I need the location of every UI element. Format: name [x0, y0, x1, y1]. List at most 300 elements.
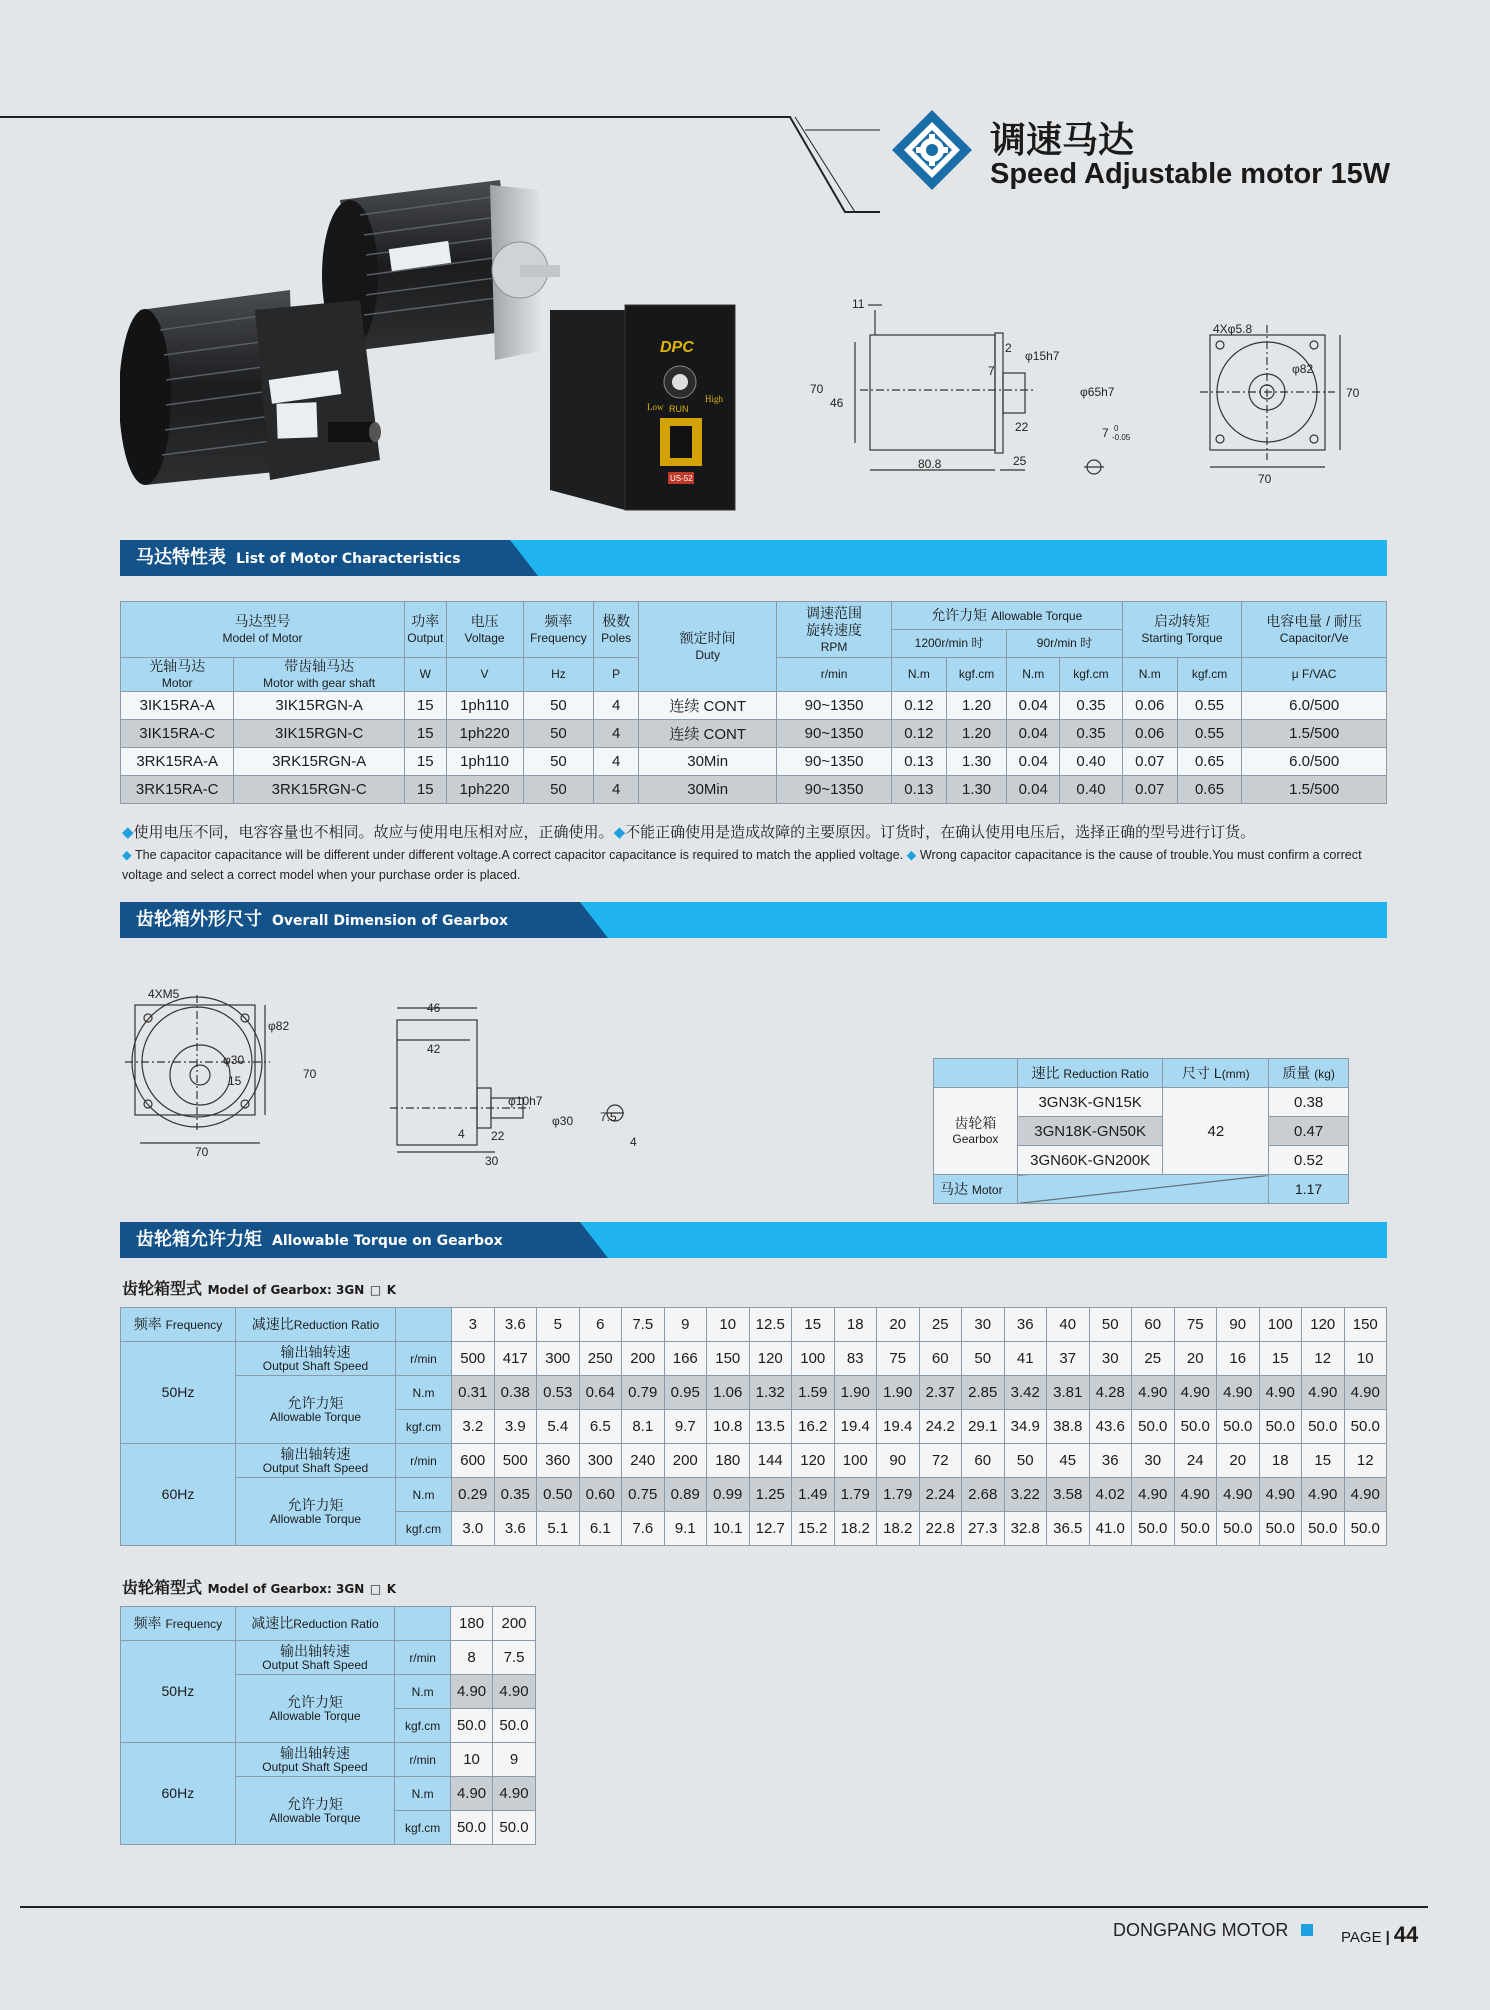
- torque-value: 3.9: [494, 1410, 537, 1444]
- th-ratio: [236, 1308, 396, 1342]
- h-output-cn: 功率: [411, 613, 440, 630]
- ratio-value: 150: [1344, 1308, 1387, 1342]
- dim-80-8: 80.8: [918, 457, 942, 471]
- char-cell: 0.13: [891, 747, 946, 775]
- ratio-value: 10: [707, 1308, 750, 1342]
- torque-value: 18.2: [877, 1512, 920, 1546]
- dim-15h7: φ15h7: [1025, 349, 1060, 363]
- char-row: [121, 775, 1387, 803]
- torque-value: 16: [1217, 1342, 1260, 1376]
- gdim-30b: φ30: [552, 1114, 574, 1128]
- char-cell: 0.12: [891, 719, 946, 747]
- gdim-42: 42: [427, 1042, 441, 1056]
- h-t1200: 1200r/min 时: [891, 630, 1006, 658]
- torque-value: 72: [919, 1444, 962, 1478]
- unit-rpm: r/min: [396, 1342, 452, 1376]
- char-cell: 4: [594, 719, 639, 747]
- h-model-en: Model of Motor: [222, 630, 303, 645]
- torque-value: 1.25: [749, 1478, 792, 1512]
- freq-hz60: 60Hz: [121, 1444, 236, 1546]
- ratio-value: 120: [1302, 1308, 1345, 1342]
- th-frequency: [121, 1308, 236, 1342]
- section-title-en: Overall Dimension of Gearbox: [272, 913, 508, 929]
- torque-value: 120: [792, 1444, 835, 1478]
- speed-controller-photo: [550, 305, 735, 510]
- ratio-value: 15: [792, 1308, 835, 1342]
- torque-value: 50.0: [1259, 1512, 1302, 1546]
- torque-value: 0.31: [452, 1376, 495, 1410]
- ratio-value: 90: [1217, 1308, 1260, 1342]
- note-en: [122, 845, 1384, 885]
- mt-h-mass-unit: (kg): [1314, 1066, 1335, 1081]
- torque-value: 4.90: [493, 1777, 536, 1811]
- torque-value: 4.90: [1217, 1376, 1260, 1410]
- torque-value: 1.59: [792, 1376, 835, 1410]
- torque-value: 50: [1004, 1444, 1047, 1478]
- ratio-value: 75: [1174, 1308, 1217, 1342]
- diamond-icon: ◆: [122, 848, 132, 862]
- unit-kgf: kgf.cm: [395, 1811, 451, 1845]
- th-freq-en: Frequency: [165, 1318, 223, 1333]
- gearbox-mass-table: [933, 1058, 1349, 1204]
- mt-size: 42: [1163, 1088, 1269, 1175]
- torque-value: 18.2: [834, 1512, 877, 1546]
- torque-value: 4.90: [1259, 1376, 1302, 1410]
- page-label: PAGE: [1341, 1929, 1382, 1946]
- label-speed: [235, 1641, 394, 1675]
- torque-row-hz50-rpm: [121, 1641, 536, 1675]
- torque-value: 29.1: [962, 1410, 1005, 1444]
- torque-value: 0.79: [622, 1376, 665, 1410]
- torque-value: 4.28: [1089, 1376, 1132, 1410]
- u-poles: P: [594, 658, 639, 692]
- h-cap-cn: 电容电量 / 耐压: [1266, 613, 1362, 630]
- u-nm-1: N.m: [891, 658, 946, 692]
- char-cell: 3RK15RGN-A: [234, 747, 405, 775]
- h-poles-cn: 极数: [602, 613, 631, 630]
- torque-value: 600: [452, 1444, 495, 1478]
- torque-value: 19.4: [877, 1410, 920, 1444]
- torque-value: 18: [1259, 1444, 1302, 1478]
- mt-h-size-unit: (mm): [1221, 1066, 1250, 1081]
- h-duty-cn: 额定时间: [679, 630, 736, 646]
- diamond-icon: ◆: [122, 823, 134, 841]
- torque-value: 0.53: [537, 1376, 580, 1410]
- torque-value: 240: [622, 1444, 665, 1478]
- mt-ratio-3: 3GN60K-GN200K: [1017, 1146, 1163, 1175]
- freq-hz60: 60Hz: [121, 1743, 236, 1845]
- th-ratio: [235, 1607, 394, 1641]
- char-cell: 3IK15RA-C: [121, 719, 234, 747]
- torque-value: 1.79: [834, 1478, 877, 1512]
- torque-row-hz60-rpm: [121, 1444, 1387, 1478]
- dim-25: 25: [1013, 454, 1027, 468]
- char-cell: 50: [523, 775, 594, 803]
- mt-motor-en: Motor: [971, 1182, 1003, 1197]
- h-start-en: Starting Torque: [1141, 630, 1223, 645]
- dim-82: φ82: [1292, 362, 1314, 376]
- h-output-en: Output: [407, 630, 444, 645]
- torque-value: 300: [579, 1444, 622, 1478]
- torque-value: 50.0: [451, 1709, 493, 1743]
- char-cell: 3IK15RA-A: [121, 691, 234, 719]
- mt-motor-mass: 1.17: [1269, 1175, 1349, 1204]
- char-cell: 0.07: [1122, 775, 1177, 803]
- torque-value: 0.60: [579, 1478, 622, 1512]
- torque-subtitle-2: [122, 1575, 396, 1598]
- torque-value: 16.2: [792, 1410, 835, 1444]
- char-cell: 0.65: [1177, 775, 1241, 803]
- torque-value: 2.24: [919, 1478, 962, 1512]
- char-cell: 50: [523, 691, 594, 719]
- torque-value: 50.0: [493, 1811, 536, 1845]
- mt-ratio-2: 3GN18K-GN50K: [1017, 1117, 1163, 1146]
- section-title-cn: 齿轮箱允许力矩: [136, 1229, 262, 1250]
- char-cell: 3RK15RA-A: [121, 747, 234, 775]
- dim-70-front: 70: [1346, 386, 1360, 400]
- torque-value: 3.42: [1004, 1376, 1047, 1410]
- h-motor-cn: 光轴马达: [149, 658, 206, 674]
- mt-mass-3: 0.52: [1269, 1146, 1349, 1175]
- section-title-en: Allowable Torque on Gearbox: [272, 1233, 503, 1249]
- char-cell: 0.35: [1060, 719, 1122, 747]
- char-cell: 0.55: [1177, 691, 1241, 719]
- ratio-value: 25: [919, 1308, 962, 1342]
- u-cap: μ F/VAC: [1242, 658, 1387, 692]
- gdim-70-bottom: 70: [195, 1145, 209, 1159]
- motor-dimension-drawing: [800, 295, 1400, 495]
- gdim-4xm5: 4XM5: [148, 987, 180, 1001]
- char-cell: 0.04: [1007, 719, 1060, 747]
- th-ratio-en: Reduction Ratio: [293, 1617, 379, 1632]
- label-speed-cn: 输出轴转速: [280, 1445, 351, 1462]
- label-speed-cn: 输出轴转速: [280, 1343, 351, 1360]
- th-ratio-cn: 减速比: [251, 1316, 294, 1333]
- torque-value: 75: [877, 1342, 920, 1376]
- section-torque: [120, 1222, 1387, 1258]
- torque-value: 0.64: [579, 1376, 622, 1410]
- unit-rpm: r/min: [396, 1444, 452, 1478]
- label-torque: [236, 1376, 396, 1444]
- torque-value: 0.89: [664, 1478, 707, 1512]
- char-cell: 0.40: [1060, 775, 1122, 803]
- dim-4x58: 4Xφ5.8: [1213, 322, 1253, 336]
- torque-value: 50.0: [1132, 1410, 1175, 1444]
- char-cell: 6.0/500: [1242, 747, 1387, 775]
- note-cn2: 不能正确使用是造成故障的主要原因。订货时，在确认使用电压后，选择正确的型号进行订货。: [625, 823, 1256, 841]
- ratio-value: 3.6: [494, 1308, 537, 1342]
- char-cell: 0.65: [1177, 747, 1241, 775]
- torque-value: 37: [1047, 1342, 1090, 1376]
- sub-cn: 齿轮箱型式: [122, 1279, 203, 1298]
- torque-value: 100: [834, 1444, 877, 1478]
- ratio-value: 180: [451, 1607, 493, 1641]
- torque-value: 10.1: [707, 1512, 750, 1546]
- controller-brand: DPC: [660, 339, 694, 356]
- char-cell: 50: [523, 747, 594, 775]
- char-cell: 30Min: [639, 775, 777, 803]
- torque-value: 38.8: [1047, 1410, 1090, 1444]
- torque-value: 1.06: [707, 1376, 750, 1410]
- torque-value: 50.0: [1132, 1512, 1175, 1546]
- char-cell: 15: [404, 747, 446, 775]
- ratio-value: 60: [1132, 1308, 1175, 1342]
- ratio-value: 36: [1004, 1308, 1047, 1342]
- char-cell: 0.04: [1007, 691, 1060, 719]
- u-nm-2: N.m: [1007, 658, 1060, 692]
- label-torque-cn: 允许力矩: [286, 1693, 343, 1710]
- torque-table-main: [120, 1307, 1387, 1546]
- char-cell: 90~1350: [777, 719, 891, 747]
- torque-value: 1.90: [877, 1376, 920, 1410]
- page-title-cn: 调速马达: [990, 120, 1135, 161]
- torque-value: 300: [537, 1342, 580, 1376]
- torque-value: 12: [1344, 1444, 1387, 1478]
- checkbox-icon: □: [369, 1283, 382, 1297]
- char-cell: 0.35: [1060, 691, 1122, 719]
- controller-high-label: High: [705, 394, 723, 404]
- ratio-value: 20: [877, 1308, 920, 1342]
- char-cell: 50: [523, 719, 594, 747]
- torque-value: 0.95: [664, 1376, 707, 1410]
- gdim-22: 22: [491, 1129, 505, 1143]
- section-title-cn: 马达特性表: [136, 547, 226, 568]
- char-table-body: [121, 691, 1387, 803]
- torque-value: 50.0: [1217, 1410, 1260, 1444]
- u-speed: r/min: [777, 658, 891, 692]
- torque-value: 1.32: [749, 1376, 792, 1410]
- label-torque-en: Allowable Torque: [269, 1409, 362, 1424]
- label-torque: [235, 1675, 394, 1743]
- char-cell: 1ph110: [446, 691, 523, 719]
- u-freq: Hz: [523, 658, 594, 692]
- torque-value: 15.2: [792, 1512, 835, 1546]
- torque-value: 5.1: [537, 1512, 580, 1546]
- char-cell: 4: [594, 747, 639, 775]
- torque-value: 500: [452, 1342, 495, 1376]
- torque-value: 4.90: [1302, 1376, 1345, 1410]
- ratio-value: 5: [537, 1308, 580, 1342]
- section-title-en: List of Motor Characteristics: [236, 551, 461, 567]
- char-cell: 3RK15RA-C: [121, 775, 234, 803]
- ratio-value: 18: [834, 1308, 877, 1342]
- h-voltage-en: Voltage: [464, 630, 505, 645]
- torque-value: 32.8: [1004, 1512, 1047, 1546]
- char-cell: 1.30: [946, 747, 1006, 775]
- torque-value: 0.29: [452, 1478, 495, 1512]
- sub-cn: 齿轮箱型式: [122, 1578, 203, 1597]
- h-cap-en: Capacitor/Ve: [1279, 630, 1349, 645]
- section-title-cn: 齿轮箱外形尺寸: [136, 909, 262, 930]
- char-cell: 1.5/500: [1242, 719, 1387, 747]
- torque-value: 60: [919, 1342, 962, 1376]
- gdim-30: φ30: [223, 1053, 245, 1067]
- torque-value: 50.0: [1302, 1512, 1345, 1546]
- label-torque-cn: 允许力矩: [287, 1496, 344, 1513]
- torque-value: 20: [1217, 1444, 1260, 1478]
- torque-value: 15: [1302, 1444, 1345, 1478]
- dim-65h7: φ65h7: [1080, 385, 1115, 399]
- footer-brand: [1113, 1920, 1313, 1941]
- label-speed-cn: 输出轴转速: [279, 1744, 350, 1761]
- ratio-value: 40: [1047, 1308, 1090, 1342]
- th-ratio-en: Reduction Ratio: [293, 1318, 380, 1333]
- label-torque-en: Allowable Torque: [269, 1511, 362, 1526]
- char-cell: 15: [404, 775, 446, 803]
- torque-value: 2.37: [919, 1376, 962, 1410]
- torque-value: 50: [962, 1342, 1005, 1376]
- ratio-value: 100: [1259, 1308, 1302, 1342]
- unit-kgf: kgf.cm: [396, 1512, 452, 1546]
- unit-nm: N.m: [396, 1478, 452, 1512]
- label-speed: [236, 1342, 396, 1376]
- ratio-value: 9: [664, 1308, 707, 1342]
- label-torque-en: Allowable Torque: [269, 1708, 361, 1723]
- char-cell: 1ph220: [446, 719, 523, 747]
- char-cell: 30Min: [639, 747, 777, 775]
- sub-en: Model of Gearbox: 3GN: [207, 1582, 365, 1596]
- torque-value: 41: [1004, 1342, 1047, 1376]
- torque-value: 4.90: [1174, 1478, 1217, 1512]
- h-torque-en: Allowable Torque: [991, 608, 1083, 623]
- torque-value: 3.22: [1004, 1478, 1047, 1512]
- char-cell: 0.04: [1007, 747, 1060, 775]
- section-characteristics-title: [120, 540, 461, 576]
- th-freq-cn: 频率: [133, 1615, 162, 1632]
- torque-value: 200: [622, 1342, 665, 1376]
- char-cell: 3IK15RGN-A: [234, 691, 405, 719]
- torque-value: 19.4: [834, 1410, 877, 1444]
- torque-value: 12.7: [749, 1512, 792, 1546]
- torque-value: 180: [707, 1444, 750, 1478]
- label-speed-cn: 输出轴转速: [279, 1642, 350, 1659]
- controller-model: US-52: [670, 474, 693, 483]
- mt-ratio-1: 3GN3K-GN15K: [1017, 1088, 1163, 1117]
- footer-rule: [20, 1906, 1428, 1908]
- dim-7: 7: [988, 364, 995, 378]
- h-speed-en: RPM: [820, 639, 848, 654]
- torque-value: 50.0: [1217, 1512, 1260, 1546]
- char-cell: 0.04: [1007, 775, 1060, 803]
- checkbox-icon: □: [369, 1582, 382, 1596]
- torque-value: 9.1: [664, 1512, 707, 1546]
- char-row: [121, 691, 1387, 719]
- char-cell: 15: [404, 719, 446, 747]
- mt-h-ratio-cn: 速比: [1031, 1064, 1060, 1081]
- torque-value: 4.90: [493, 1675, 536, 1709]
- sub-en: Model of Gearbox: 3GN: [207, 1283, 365, 1297]
- label-torque-en: Allowable Torque: [269, 1810, 361, 1825]
- section-gearbox-dimension-title: [120, 902, 508, 938]
- torque-value: 0.75: [622, 1478, 665, 1512]
- ratio-value: 50: [1089, 1308, 1132, 1342]
- torque-value: 4.90: [1174, 1376, 1217, 1410]
- mt-gearbox-cn: 齿轮箱: [954, 1115, 997, 1132]
- gdim-7-5: 7.5: [600, 1110, 617, 1124]
- th-ratio-cn: 减速比: [251, 1615, 294, 1632]
- th-frequency: [121, 1607, 236, 1641]
- freq-hz50: 50Hz: [121, 1342, 236, 1444]
- note-en1: The capacitor capacitance will be different under different voltage.A correct capacitor capacitance is required to match the applied voltage.: [134, 848, 904, 862]
- unit-nm: N.m: [395, 1777, 451, 1811]
- torque-value: 36: [1089, 1444, 1132, 1478]
- torque-value: 2.68: [962, 1478, 1005, 1512]
- torque-value: 9.7: [664, 1410, 707, 1444]
- torque-value: 6.5: [579, 1410, 622, 1444]
- note-cn1: 使用电压不同，电容容量也不相同。故应与使用电压相对应，正确使用。: [133, 823, 614, 841]
- torque-value: 22.8: [919, 1512, 962, 1546]
- th-freq-cn: 频率: [133, 1316, 162, 1333]
- torque-row-hz50-rpm: [121, 1342, 1387, 1376]
- th-freq-en: Frequency: [165, 1617, 223, 1632]
- gdim-70-side: 70: [303, 1067, 317, 1081]
- torque-value: 7.5: [493, 1641, 536, 1675]
- torque-value: 4.90: [1344, 1376, 1387, 1410]
- controller-low-label: Low: [647, 402, 664, 412]
- label-torque: [235, 1777, 394, 1845]
- torque-value: 43.6: [1089, 1410, 1132, 1444]
- char-cell: 6.0/500: [1242, 691, 1387, 719]
- motor-photo-front: [120, 290, 381, 485]
- u-output: W: [404, 658, 446, 692]
- gdim-82: φ82: [268, 1019, 290, 1033]
- torque-value: 0.35: [494, 1478, 537, 1512]
- torque-row-hz50-nm: [121, 1376, 1387, 1410]
- dim-22: 22: [1015, 420, 1029, 434]
- torque-value: 5.4: [537, 1410, 580, 1444]
- torque-value: 50.0: [1174, 1512, 1217, 1546]
- char-cell: 连续 CONT: [639, 719, 777, 747]
- unit-kgf: kgf.cm: [395, 1709, 451, 1743]
- gdim-10h7: φ10h7: [508, 1094, 543, 1108]
- torque-value: 2.85: [962, 1376, 1005, 1410]
- torque-value: 50.0: [1344, 1512, 1387, 1546]
- torque-row-hz60-rpm: [121, 1743, 536, 1777]
- torque-value: 50.0: [1302, 1410, 1345, 1444]
- torque-value: 360: [537, 1444, 580, 1478]
- char-cell: 1.20: [946, 691, 1006, 719]
- footer-square-icon: [1301, 1924, 1313, 1936]
- torque-value: 4.90: [1302, 1478, 1345, 1512]
- product-photo: [120, 160, 740, 520]
- torque-value: 250: [579, 1342, 622, 1376]
- char-cell: 4: [594, 691, 639, 719]
- dim-tol0: 0: [1114, 424, 1119, 433]
- page-number: PAGE | 44: [1341, 1922, 1419, 1947]
- char-row: [121, 719, 1387, 747]
- torque-value: 90: [877, 1444, 920, 1478]
- torque-value: 12: [1302, 1342, 1345, 1376]
- torque-value: 24: [1174, 1444, 1217, 1478]
- ratio-value: 3: [452, 1308, 495, 1342]
- h-freq-cn: 频率: [544, 613, 573, 630]
- torque-value: 36.5: [1047, 1512, 1090, 1546]
- h-speed-cn1: 调速范围: [806, 604, 863, 621]
- char-cell: 1.20: [946, 719, 1006, 747]
- torque-value: 4.90: [1217, 1478, 1260, 1512]
- torque-value: 34.9: [1004, 1410, 1047, 1444]
- mt-gearbox-en: Gearbox: [952, 1132, 999, 1147]
- gear-logo-icon: [890, 108, 974, 192]
- section-gearbox-dimension: [120, 902, 1387, 938]
- torque-table-high-ratio: [120, 1606, 536, 1845]
- u-kgf-3: kgf.cm: [1177, 658, 1241, 692]
- ratio-value: 7.5: [622, 1308, 665, 1342]
- torque-value: 4.90: [451, 1777, 493, 1811]
- char-cell: 1.5/500: [1242, 775, 1387, 803]
- torque-subtitle-1: [122, 1276, 396, 1299]
- mt-mass-1: 0.38: [1269, 1088, 1349, 1117]
